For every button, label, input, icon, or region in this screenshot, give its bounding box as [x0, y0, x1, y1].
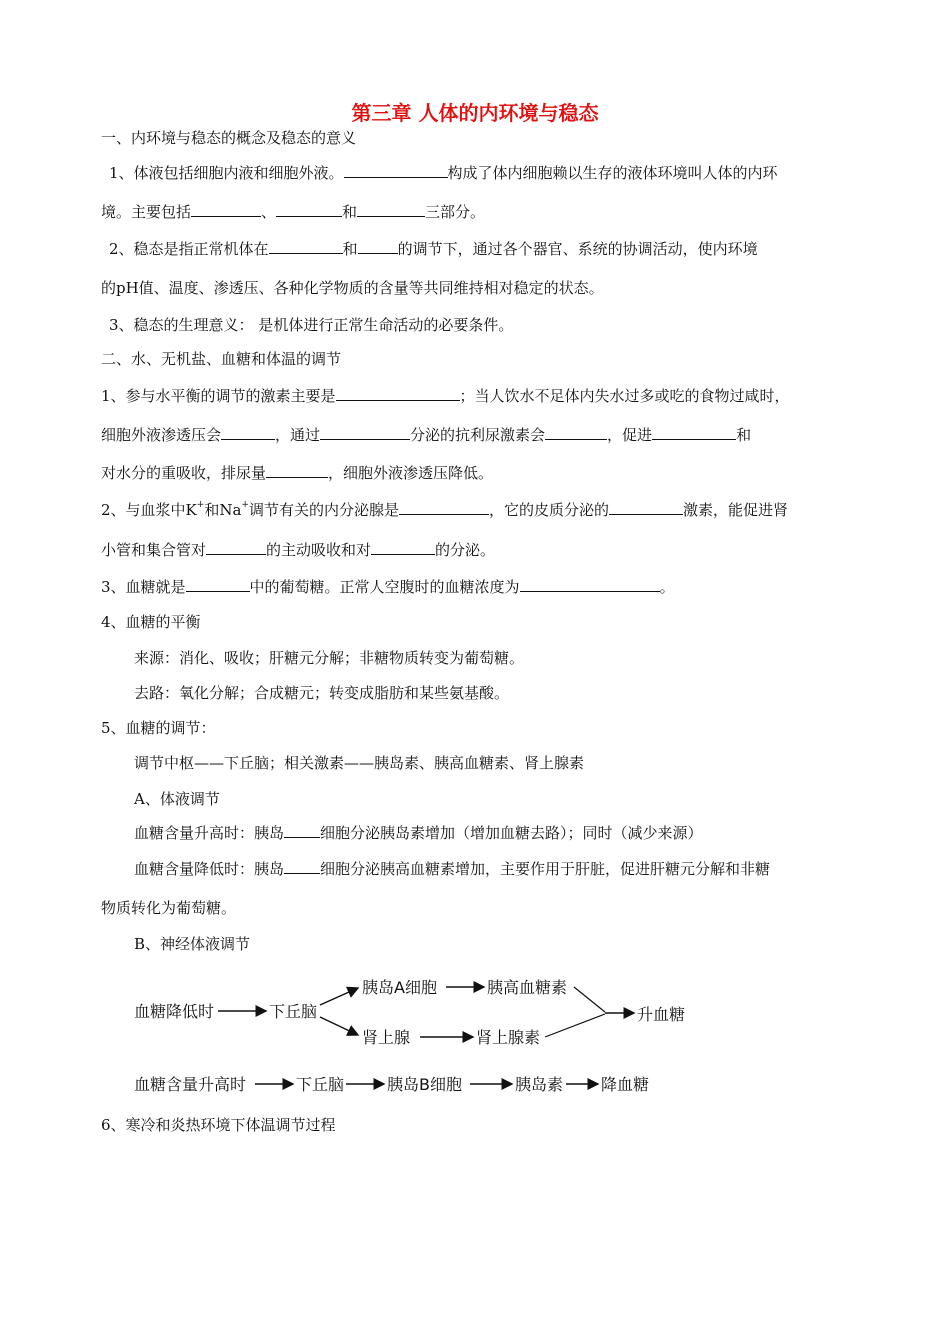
- q2-line2: 的pH值、温度、渗透压、各种化学物质的含量等共同维持相对稳定的状态。: [101, 279, 604, 297]
- node-adrenal: 肾上腺: [362, 1028, 411, 1047]
- q3-line: 3、稳态的生理意义： 是机体进行正常生命活动的必要条件。: [109, 316, 514, 334]
- w1-text-g: 和: [736, 426, 752, 444]
- w4-heading: 4、血糖的平衡: [101, 613, 201, 631]
- node-low-hypothalamus: 下丘脑: [269, 1002, 318, 1021]
- merge-line-up: [574, 987, 605, 1012]
- w2-sup-1: +: [196, 500, 205, 510]
- w3-text-c: 。: [659, 578, 675, 596]
- q1-text-a: 1、体液包括细胞内液和细胞外液。: [109, 164, 344, 182]
- w5-center: 调节中枢——下丘脑；相关激素——胰岛素、胰高血糖素、肾上腺素: [134, 754, 585, 772]
- w5-high-b: 细胞分泌胰岛素增加（增加血糖去路）；同时（减少来源）: [320, 824, 703, 842]
- node-high-hypothalamus: 下丘脑: [296, 1075, 345, 1094]
- w2-text-a1: 2、与血浆中K: [101, 501, 197, 519]
- w1-text-b: ；当人饮水不足体内失水过多或吃的食物过咸时，: [459, 387, 790, 405]
- w1-text-e: 分泌的抗利尿激素会: [410, 426, 546, 444]
- w1-text-i: ，细胞外液渗透压降低。: [328, 464, 494, 482]
- node-high-start: 血糖含量升高时: [134, 1075, 247, 1094]
- w5-low-line2: 物质转化为葡萄糖。: [101, 899, 237, 917]
- w2-sup-2: +: [241, 500, 249, 510]
- w1-text-d: ，通过: [275, 426, 321, 444]
- w2-text-a3: 调节有关的内分泌腺是: [248, 501, 399, 519]
- w4-source: 来源：消化、吸收；肝糖元分解；非糖物质转变为葡萄糖。: [134, 649, 525, 667]
- w5-high-a: 血糖含量升高时：胰岛: [134, 824, 285, 842]
- w5-heading: 5、血糖的调节：: [101, 719, 216, 737]
- q2-text-b: 和: [342, 240, 358, 258]
- w2-text-c: 激素，能促进肾: [682, 501, 788, 519]
- w2-text-e: 的主动吸收和对: [266, 541, 372, 559]
- w3-text-a: 3、血糖就是: [101, 578, 186, 596]
- w1-text-c: 细胞外液渗透压会: [101, 426, 222, 444]
- w5-low-b: 细胞分泌胰高血糖素增加，主要作用于肝脏，促进肝糖元分解和非糖: [320, 860, 771, 878]
- arrow-low-down: [320, 1017, 358, 1035]
- w2-text-f: 的分泌。: [435, 541, 496, 559]
- q1-sep-2: 和: [342, 203, 358, 221]
- node-alpha-cell: 胰岛A细胞: [362, 978, 437, 997]
- q1-text-c: 境。主要包括: [101, 203, 192, 221]
- section1-heading: 一、内环境与稳态的概念及稳态的意义: [101, 129, 357, 147]
- w4-sink: 去路：氧化分解；合成糖元；转变成脂肪和某些氨基酸。: [134, 684, 510, 702]
- node-insulin: 胰岛素: [515, 1075, 564, 1094]
- node-lower-glucose: 降血糖: [601, 1075, 650, 1094]
- page-title: 第三章 人体的内环境与稳态: [351, 101, 599, 125]
- w2-text-b: ，它的皮质分泌的: [488, 501, 609, 519]
- merge-line-down: [545, 1014, 605, 1037]
- w1-text-a: 1、参与水平衡的调节的激素主要是: [101, 387, 336, 405]
- node-adrenaline: 肾上腺素: [476, 1028, 541, 1047]
- arrow-low-up: [320, 988, 358, 1005]
- w1-text-f: ，促进: [607, 426, 653, 444]
- node-glucagon: 胰高血糖素: [487, 978, 568, 997]
- q2-text-a: 2、稳态是指正常机体在: [109, 240, 269, 258]
- w6-heading: 6、寒冷和炎热环境下体温调节过程: [101, 1116, 336, 1134]
- w1-text-h: 对水分的重吸收，排尿量: [101, 464, 267, 482]
- w5-b-heading: B、神经体液调节: [134, 935, 251, 953]
- q1-end: 三部分。: [425, 203, 486, 221]
- q1-sep-1: 、: [261, 203, 277, 221]
- node-beta-cell: 胰岛B细胞: [387, 1075, 462, 1094]
- w5-low-a: 血糖含量降低时：胰岛: [134, 860, 285, 878]
- section2-heading: 二、水、无机盐、血糖和体温的调节: [101, 350, 342, 368]
- w5-a-heading: A、体液调节: [134, 790, 220, 808]
- w2-text-d: 小管和集合管对: [101, 541, 207, 559]
- q2-text-c: 的调节下，通过各个器官、系统的协调活动，使内环境: [397, 240, 758, 258]
- w2-text-a2: 和Na: [204, 501, 242, 519]
- w3-text-b: 中的葡萄糖。正常人空腹时的血糖浓度为: [249, 578, 520, 596]
- node-low-start: 血糖降低时: [134, 1002, 215, 1021]
- q1-text-b: 构成了体内细胞赖以生存的液体环境叫人体的内环: [447, 164, 778, 182]
- node-raise-glucose: 升血糖: [637, 1005, 686, 1024]
